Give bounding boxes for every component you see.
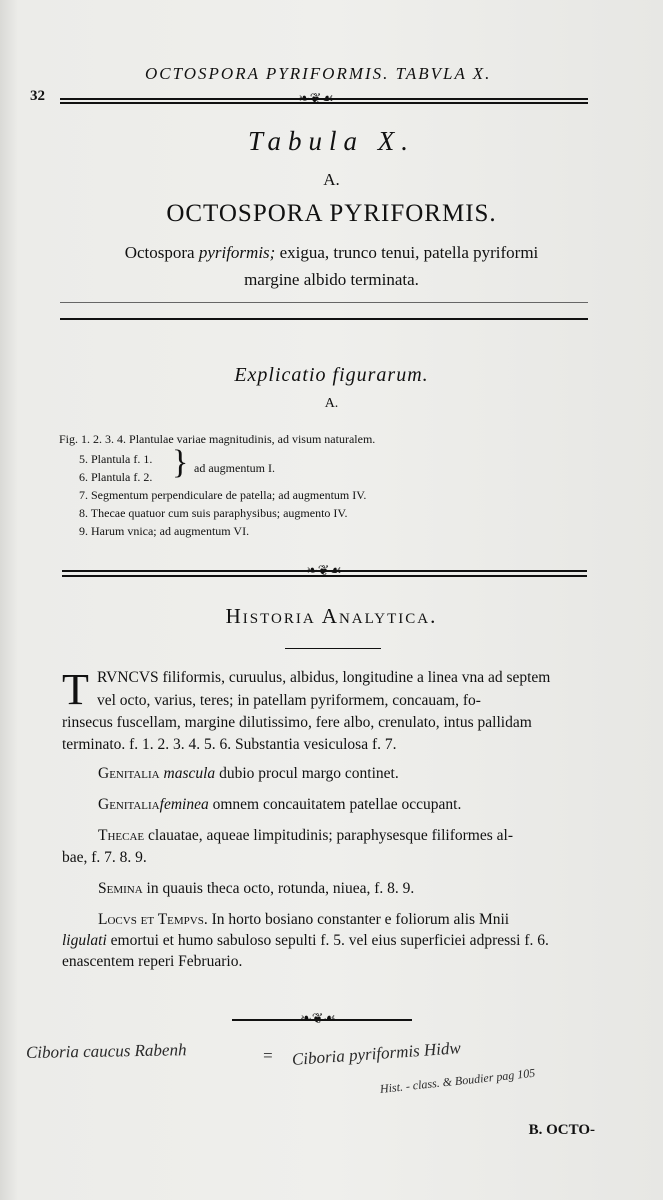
header-ornament: ❧❦☙ [298, 92, 335, 107]
truncus-line-1 [97, 669, 550, 687]
page-number: 32 [30, 88, 45, 104]
figure-text: Plantulae variae magnitudinis, ad visum naturalem. [129, 432, 376, 446]
handwritten-note-right: Ciboria pyriformis Hidw [291, 1038, 462, 1069]
semina [98, 880, 414, 898]
rule-under-description [60, 302, 588, 303]
section-letter: A. [323, 170, 340, 189]
species-title: OCTOSPORA PYRIFORMIS. [166, 200, 497, 227]
locus-label: Locvs et Tempvs. [98, 911, 208, 928]
truncus-label: RVNCVS [97, 669, 159, 686]
genitalia-label: Genitalia [98, 796, 160, 813]
explicatio-letter: A. [324, 396, 339, 411]
thecae-text: clauatae, aqueae limpitudinis; paraphysesque filiformes al- [148, 827, 513, 844]
drop-cap: T [62, 665, 89, 714]
figure-number: 5. [79, 452, 88, 466]
figure-entry-8 [79, 506, 348, 521]
figure-entry-6 [79, 470, 152, 485]
genitalia-label: Genitalia [98, 765, 160, 782]
locus-line-3: enascentem reperi Februario. [62, 953, 243, 970]
brace-text: ad augmentum I. [194, 461, 275, 475]
figure-text: Thecae quatuor cum suis paraphysibus; augmento IV. [90, 506, 348, 520]
handwritten-note-left: Ciboria caucus Rabenh [25, 1040, 187, 1062]
locus-line-1 [98, 911, 509, 929]
figure-number: 8. [79, 506, 88, 520]
figure-text: Plantula f. 2. [91, 470, 153, 484]
historia-title: Historia Analytica. [225, 604, 438, 628]
truncus-line-2: vel octo, varius, teres; in patellam pyriformem, concauam, fo- [97, 692, 481, 709]
figure-entry-9 [79, 524, 249, 539]
locus-text: In horto bosiano constanter e foliorum alis Mnii [211, 911, 510, 928]
locus-text: emortui et humo sabuloso sepulti f. 5. vel eius superficiei adpressi f. 6. [110, 932, 549, 949]
figure-number: 6. [79, 470, 88, 484]
truncus-text: filiformis, curuulus, albidus, longitudine a linea vna ad septem [162, 669, 551, 686]
thecae-line-1 [98, 827, 513, 845]
historia-underline [285, 648, 381, 649]
plate-title: Tabula X. [247, 126, 416, 156]
genitalia-text: dubio procul margo continet. [219, 765, 399, 782]
middle-ornament: ❧❦☙ [306, 564, 343, 579]
locus-line-2 [62, 932, 549, 950]
figure-entry-5 [79, 452, 152, 467]
catchword: B. OCTO- [528, 1122, 595, 1138]
figure-text: Plantula f. 1. [91, 452, 153, 466]
genitalia-italic: mascula [163, 765, 216, 782]
description-line-2: margine albido terminata. [244, 270, 419, 289]
semina-text: in quauis theca octo, rotunda, niuea, f. 8. 9. [146, 880, 415, 897]
semina-label: Semina [98, 880, 143, 897]
bottom-ornament: ❧❦☙ [300, 1012, 337, 1027]
brace: } [172, 444, 189, 481]
genitalia-text: omnem concauitatem patellae occupant. [212, 796, 462, 813]
figure-number: 9. [79, 524, 88, 538]
running-head: OCTOSPORA PYRIFORMIS. TABVLA X. [145, 64, 492, 83]
genitalia-feminea [98, 796, 461, 814]
thecae-label: Thecae [98, 827, 145, 844]
species-epithet: pyriformis; [198, 243, 276, 262]
truncus-line-3: rinsecus fuscellam, margine dilutissimo, fere albo, crenulato, intus pallidam [62, 714, 532, 731]
explicatio-title: Explicatio figurarum. [234, 364, 429, 386]
handwritten-equals: = [262, 1046, 274, 1065]
handwritten-note-line2: Hist. - class. & Boudier pag 105 [379, 1065, 536, 1096]
figure-number: 7. [79, 488, 88, 502]
truncus-line-4: terminato. f. 1. 2. 3. 4. 5. 6. Substantia vesiculosa f. 7. [62, 736, 397, 753]
genus-name: Octospora [124, 243, 195, 262]
figure-text: Harum vnica; ad augmentum VI. [91, 524, 250, 538]
locus-italic: ligulati [62, 932, 107, 949]
figure-number: Fig. 1. 2. 3. 4. [59, 432, 127, 446]
genitalia-italic: feminea [159, 796, 209, 813]
genitalia-mascula [98, 765, 399, 783]
description-line-1 [0, 243, 663, 263]
figure-text: Segmentum perpendiculare de patella; ad augmentum IV. [91, 488, 367, 502]
description-text: exigua, trunco tenui, patella pyriformi [279, 243, 539, 262]
rule-above-explicatio [60, 318, 588, 320]
thecae-line-2: bae, f. 7. 8. 9. [62, 849, 147, 866]
figure-entry-1 [59, 432, 375, 447]
figure-entry-7 [79, 488, 366, 503]
